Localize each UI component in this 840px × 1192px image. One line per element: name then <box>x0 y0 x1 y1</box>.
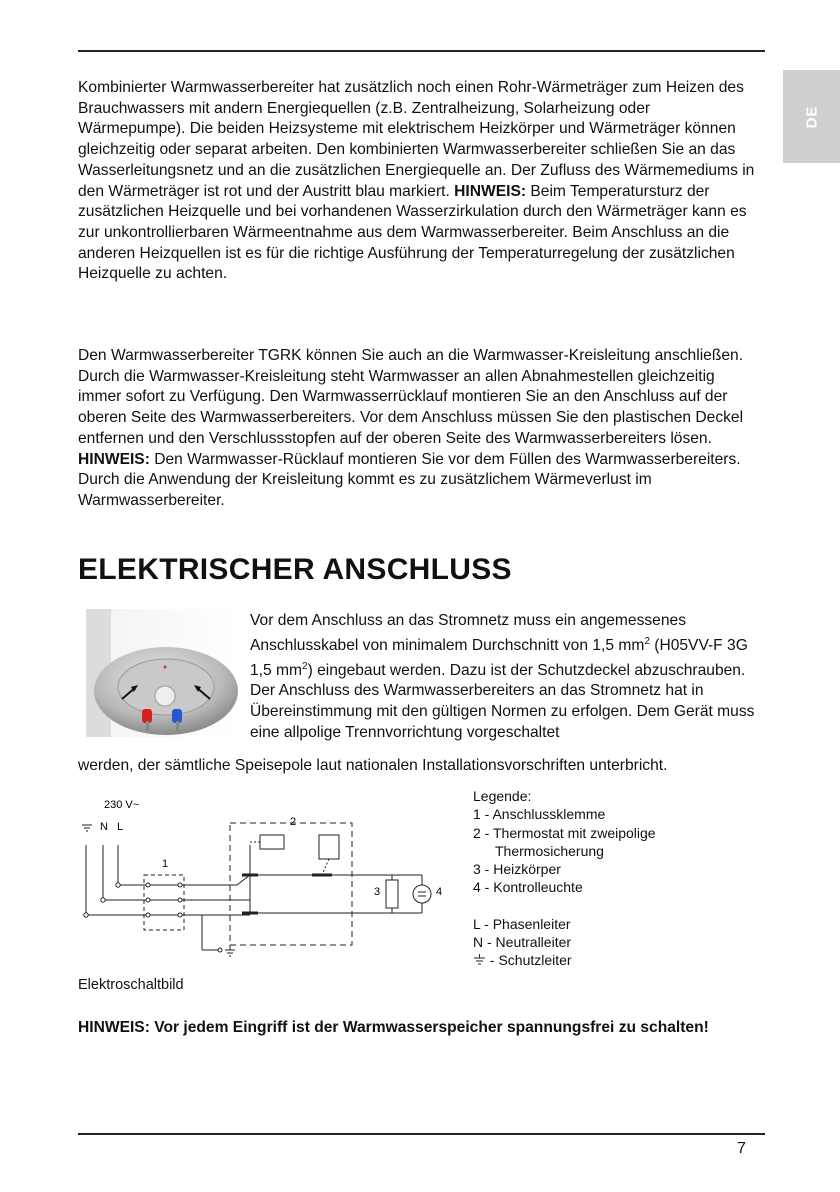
legend <box>473 787 656 970</box>
label-4: 4 <box>436 886 443 898</box>
paragraph-cable: Vor dem Anschluss an das Stromnetz muss ein angemessenes Anschlusskabel von minimalem Durchschnitt von 1,5 $mm^2$ (H05VV-F 3G 1,5 $mm^2$) eingebaut werden. Dazu ist der Schutzdeckel abzuschrauben. Der Anschluss des Warmwasserbereiters an das Stromnetz hat in Übereinstimmung mit den gültigen Normen zu erfolgen. Dem Gerät muss eine allpolige Trennvorrichtung vorgeschaltet <box>250 612 755 741</box>
language-tab <box>783 70 840 163</box>
legend-spacer <box>473 897 656 915</box>
language-tab-label: DE <box>803 105 820 128</box>
section-heading: ELEKTRISCHER ANSCHLUSS <box>78 553 512 586</box>
legend-item: L - Phasenleiter <box>473 915 571 932</box>
note-label: HINWEIS: <box>78 450 150 468</box>
final-note: HINWEIS: Vor jedem Eingriff ist der Warmwasserspeicher spannungsfrei zu schalten! <box>78 1019 709 1036</box>
bottom-rule <box>78 1133 765 1135</box>
label-1: 1 <box>162 858 169 870</box>
voltage-label: 230 V~ <box>104 799 140 811</box>
legend-title: Legende: <box>473 788 532 804</box>
heater-connection-photo <box>86 609 238 737</box>
legend-item: 1 - Anschlussklemme <box>473 806 606 823</box>
ground-icon <box>473 954 486 966</box>
note-label: HINWEIS: <box>454 182 527 200</box>
paragraph-cable-continued: werden, der sämtliche Speisepole laut nationalen Installationsvorschriften unterbricht. <box>78 757 668 774</box>
page-number: 7 <box>737 1140 746 1157</box>
n-label: N <box>100 821 108 833</box>
diagram-caption: Elektroschaltbild <box>78 977 184 993</box>
paragraph-circulation: Den Warmwasserbereiter TGRK können Sie auch an die Warmwasser-Kreisleitung anschließen. Durch die Warmwasser-Kreisleitung steht Warmwasser an allen Abnahmestellen gleichzeitig immer sofort zu Verfügung. Den Warmwasserrücklauf montieren Sie an den Anschluss auf der oberen Seite des Warmwasserbereiters. Vor dem Anschluss müssen Sie den plastischen Deckel entfernen und den Verschlussstopfen auf der oberen Seite des Warmwasserbereiters lösen. HINWEIS: Den Warmwasser-Rücklauf montieren Sie vor dem Füllen des Warmwasserbereiters. Durch die Anwendung der Kreisleitung kommt es zu zusätzlichem Wärmeverlust im Warmwasserbereiter. <box>78 347 744 509</box>
legend-item: 3 - Heizkörper <box>473 861 561 878</box>
legend-item: N - Neutralleiter <box>473 934 572 951</box>
label-2: 2 <box>290 816 297 828</box>
legend-item: Thermosicherung <box>495 842 604 859</box>
label-3: 3 <box>374 886 381 898</box>
l-label: L <box>117 821 124 833</box>
paragraph-combined-heater: Kombinierter Warmwasserbereiter hat zusätzlich noch einen Rohr-Wärmeträger zum Heizen des Brauchwassers mit andern Energiequellen (z.B. Zentralheizung, Solarheizung oder Wärmepumpe). Die beiden Heizsysteme mit elektrischem Heizkörper und Wärmeträger können gleichzeitig oder separat arbeiten. Den kombinierten Warmwasserbereiter schließen Sie an das Wasserleitungsnetz und an die zusätzlichen Energiequelle an. Der Zufluss des Wärmemediums in den Wärmeträger ist rot und der Austritt blau markiert. HINWEIS: Beim Temperatursturz der zusätzlichen Heizquelle und bei vorhandenen Wasserzirkulation durch den Wärmeträger kann es zur unkontrollierbaren Wärmeentnahme aus dem Warmwasserbereiter. Beim Anschluss an die anderen Heizquellen ist es für die richtige Ausführung der Temperaturregelung der zusätzlichen Heizquelle zu achten. <box>78 79 755 283</box>
wiring-diagram <box>82 795 462 970</box>
legend-item: 2 - Thermostat mit zweipolige <box>473 824 656 841</box>
legend-item-ground: - Schutzleiter <box>473 951 656 969</box>
top-rule <box>78 50 765 52</box>
legend-item: 4 - Kontrolleuchte <box>473 879 583 896</box>
